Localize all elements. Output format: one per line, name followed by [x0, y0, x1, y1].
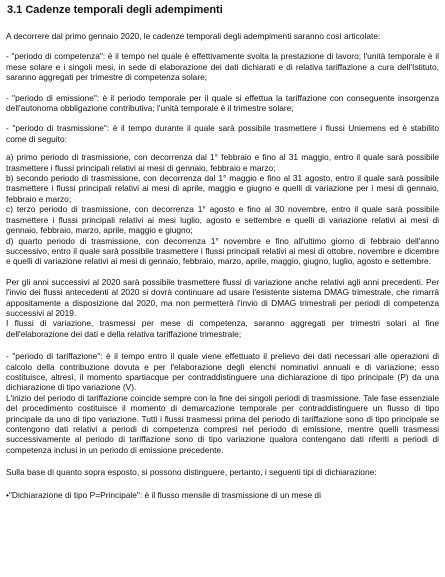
list-item: a) primo periodo di trasmissione, con decorrenza dal 1° febbraio e fino al 31 maggio, entro il quale sarà possibile trasmettere i flussi principali relativi ai mesi di gennaio, febbraio e marzo; — [6, 152, 439, 173]
list-item: c) terzo periodo di trasmissione, con decorrenza 1° agosto e fino al 30 novembre, entro il quale sarà possibile trasmettere i flussi principali relativi ai mesi luglio, agosto e settembre e quelli di variazione relativi ai mesi di gennaio, febbraio, marzo, aprile, maggio e giugno; — [6, 204, 439, 236]
section-heading: 3.1 Cadenze temporali degli adempimenti — [7, 4, 223, 16]
periodo-emissione-paragraph: - "periodo di emissione": è il periodo temporale per il quale si effettua la tariffazione con conseguente insorgenza dell'autonoma obbligazione contributiva; l'unità temporale è il trimestre solare; — [6, 92, 439, 114]
anni-successivi-paragraph: Per gli anni successivi al 2020 sarà possibile trasmettere flussi di variazione anche relativi agli anni precedenti. Per l'invio dei flussi antecedenti al 2020 si dovrà continuare ad usare l'esistente sistema DMAG trimestrale, che rimarrà appositamente a disposizione dal 2020, ma non permetterà l'invio di DMAG trimestrali per periodi di competenza successivi al 2019. — [6, 276, 439, 318]
periodo-trasmissione-paragraph: - "periodo di trasmissione": è il tempo durante il quale sarà possibile trasmettere i flussi Uniemens ed è stabilito come di seguito: — [6, 123, 439, 144]
trasmissione-list — [6, 152, 439, 266]
list-item: d) quarto periodo di trasmissione, con decorrenza 1° novembre e fino all'ultimo giorno di febbraio dell'anno successivo, entro il quale sarà possibile trasmettere i flussi principali relativi ai mesi di ottobre, novembre e dicembre e quelli di variazione relativi ai mesi di gennaio, febbraio, marzo, aprile, maggio, giugno, luglio, agosto e settembre. — [6, 235, 439, 267]
periodo-competenza-paragraph: - "periodo di competenza": è il tempo nel quale è effettivamente svolta la prestazione di lavoro; l'unità temporale è il mese solare e i singoli mesi, in sede di elaborazione dei dati dichiarati e di relativa tariffazione a cura dell'Istituto, saranno aggregati per trimestre di competenza solare; — [6, 51, 439, 83]
periodo-tariffazione-paragraph: - "periodo di tariffazione": è il tempo entro il quale viene effettuato il prelievo dei dati necessari alle operazioni di calcolo della contribuzione dovuta e per l'elaborazione degli elenchi nominativi annuali e di variazione; esso costituisce, altresì, il momento spartiacque per contraddistinguere una dichiarazione di tipo principale (P) da una dichiarazione di tipo variazione (V). — [6, 351, 439, 393]
intro-paragraph: A decorrere dal primo gennaio 2020, le cadenze temporali degli adempimenti saranno così articolate: — [6, 31, 381, 41]
sulla-base-paragraph: Sulla base di quanto sopra esposto, si possono distinguere, pertanto, i seguenti tipi di dichiarazione: — [6, 467, 377, 478]
dichiarazione-p-item: •"Dichiarazione di tipo P=Principale": è il flusso mensile di trasmissione di un mese di — [6, 489, 321, 500]
flussi-variazione-paragraph: I flussi di variazione, trasmessi per mese di competenza, saranno aggregati per trimestri solari al fine dell'elaborazione dei dati e della relativa tariffazione trimestrale; — [6, 318, 439, 339]
list-item: b) secondo periodo di trasmissione, con decorrenza dal 1° maggio e fino al 31 agosto, entro il quale sarà possibile trasmettere i flussi principali relativi ai mesi di aprile, maggio e giugno e quelli di variazione per i mesi di gennaio, febbraio e marzo; — [6, 173, 439, 204]
inizio-tariffazione-paragraph: L'inizio del periodo di tariffazione coincide sempre con la fine dei singoli periodi di trasmissione. Tale fase essenziale del procedimento costituisce il momento di demarcazione temporale per contraddistinguere un flusso di tipo principale da uno di tipo variazione. Tutti i flussi trasmessi prima del periodo di tariffazione sono di tipo principale se contengono dati relativi a periodi di competenza compresi nel periodo di emissione, mentre quelli trasmessi successivamente al periodo di tariffazione sono di tipo variazione qualora contengano dati riferiti a periodi di competenza inclusi in un periodo di emissione precedente. — [6, 392, 439, 455]
